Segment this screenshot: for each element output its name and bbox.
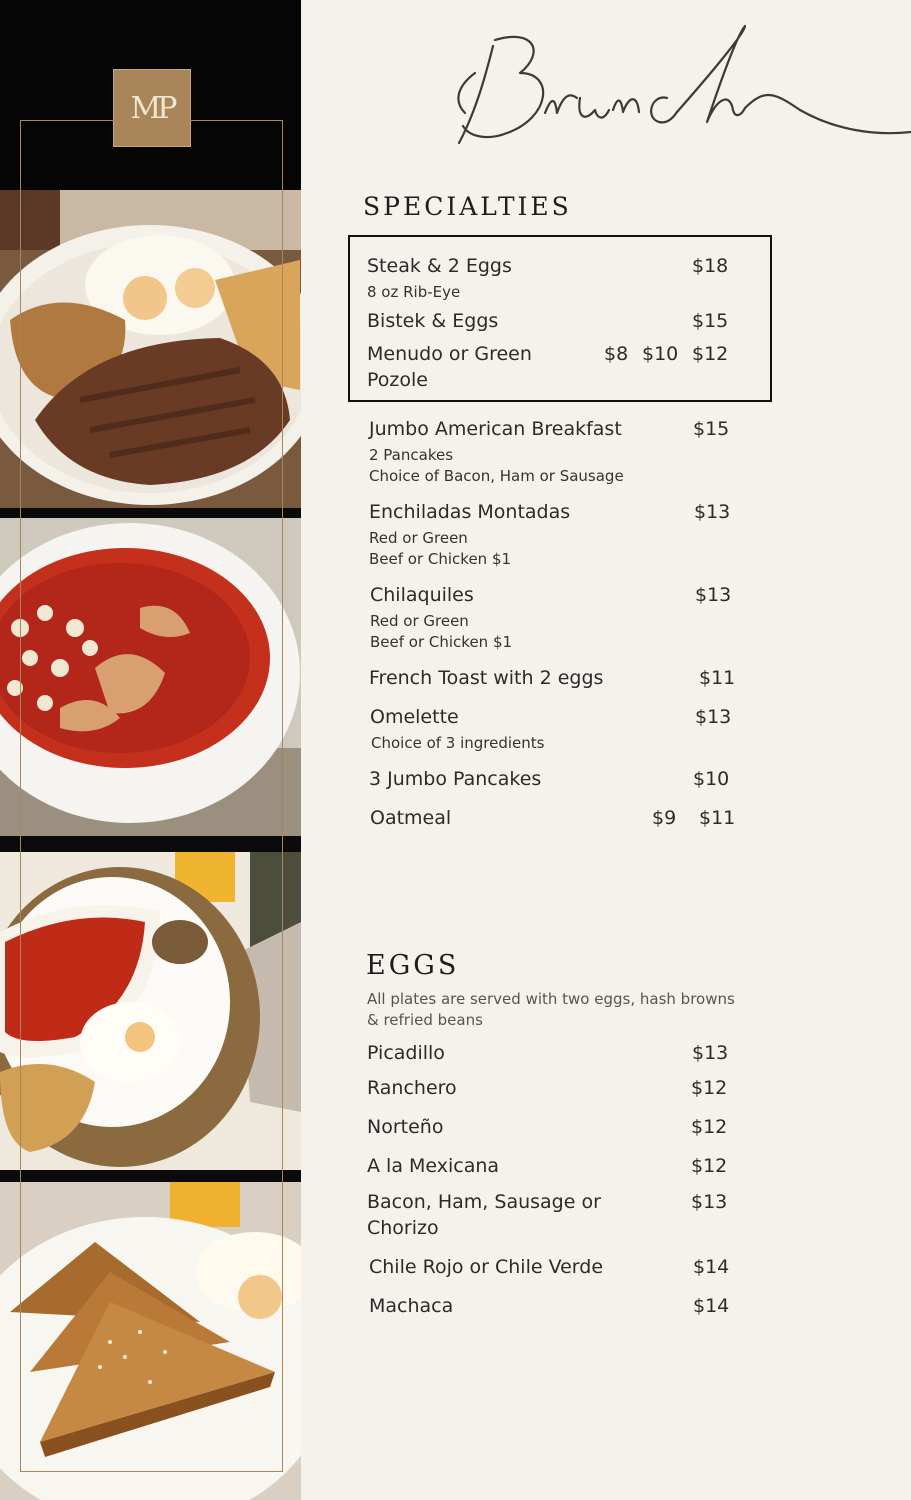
menu-item-desc: 2 Pancakes [369,446,454,464]
eggs-note-line: All plates are served with two eggs, hash browns [367,990,735,1008]
menu-item-name: Norteño [367,1116,444,1138]
french-toast-photo [0,1182,301,1500]
logo-monogram: MP [130,90,174,126]
menu-item-name: Chorizo [367,1217,439,1239]
menu-item-name: Omelette [370,706,459,728]
menu-item-name: French Toast with 2 eggs [369,667,604,689]
menu-item-name: Steak & 2 Eggs [367,255,512,277]
menu-item-name: Menudo or Green Pozole [367,343,532,391]
menu-item-name: Bacon, Ham, Sausage or [367,1191,601,1213]
brand-logo [113,69,191,147]
menu-item-desc: Beef or Chicken $1 [370,633,513,651]
menu-item-price: $14 [693,1295,730,1317]
menu-item-name: 3 Jumbo Pancakes [369,768,542,790]
menu-item-name: Enchiladas Montadas [369,501,571,523]
menu-item-price: $14 [693,1256,730,1278]
menu-item-desc: 8 oz Rib-Eye [367,283,461,301]
menu-item-price: $12 [691,1116,728,1138]
steak-eggs-photo [0,190,301,508]
menu-item-price: $12 [691,1155,728,1177]
brunch-script-title [445,18,911,158]
menu-item-price: $13 [691,1191,728,1213]
menu-item-price: $10 [693,768,730,790]
menu-item-price-large: $11 [699,807,736,829]
menu-item-name: Bistek & Eggs [367,310,499,332]
menu-item-name: Jumbo American Breakfast [369,418,622,440]
eggs-heading: EGGS [366,950,460,981]
menu-item-name: Ranchero [367,1077,457,1099]
logo-header [0,0,301,190]
menu-item-desc: Beef or Chicken $1 [369,550,512,568]
menu-item-name: Machaca [369,1295,454,1317]
menu-item-name: Picadillo [367,1042,445,1064]
menu-item-price: $15 [693,418,730,440]
menu-item-price: $18 [692,255,729,277]
menu-item-price-medium: $10 [642,343,679,365]
menu-item-price: $13 [695,706,732,728]
menu-item-name: A la Mexicana [367,1155,500,1177]
menudo-photo [0,518,301,836]
menu-item-price: $12 [691,1077,728,1099]
menu-item-price: $13 [695,584,732,606]
eggs-note-line: & refried beans [367,1011,483,1029]
menu-item-desc: Red or Green [369,529,468,547]
menu-item-desc: Choice of Bacon, Ham or Sausage [369,467,624,485]
menu-item-price: $13 [692,1042,729,1064]
menu-item-desc: Choice of 3 ingredients [371,734,545,752]
photo-column [0,0,301,1500]
menu-item-price-large: $12 [692,343,729,365]
menu-item-price: $13 [694,501,731,523]
specialties-heading: SPECIALTIES [363,192,572,221]
menu-item-price: $11 [699,667,736,689]
menu-item-price-small: $8 [604,343,629,365]
menu-item-price: $15 [692,310,729,332]
menu-item-name: Chile Rojo or Chile Verde [369,1256,604,1278]
menu-item-desc: Red or Green [370,612,469,630]
menu-item-price-small: $9 [652,807,677,829]
menu-item-name: Oatmeal [370,807,452,829]
enchiladas-photo [0,852,301,1170]
menu-item-name: Chilaquiles [370,584,474,606]
